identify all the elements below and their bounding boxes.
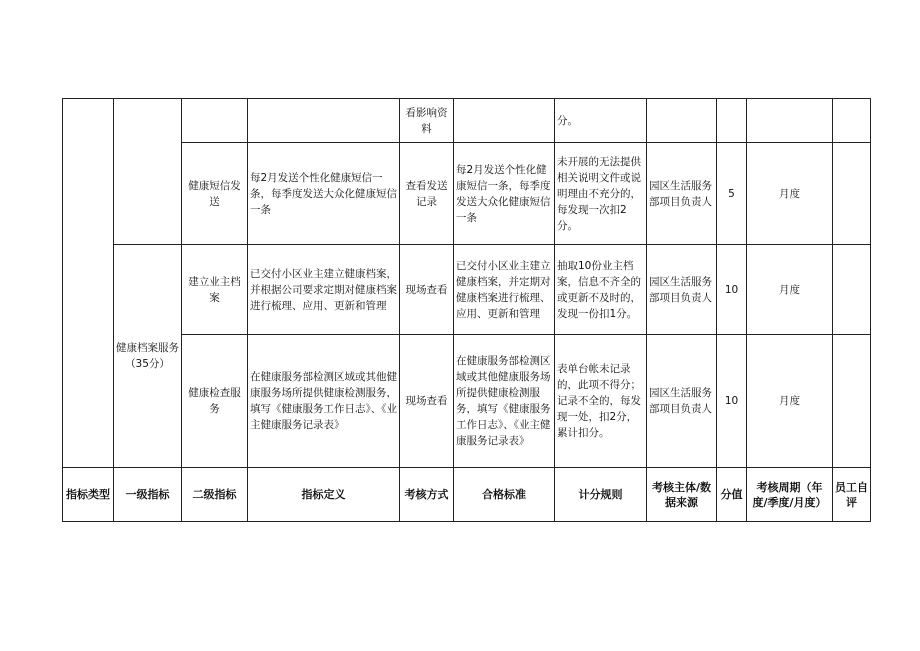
scoring-cell: 未开展的无法提供相关说明文件或说明理由不充分的，每发现一次扣2分。	[555, 143, 647, 245]
scoring-cell: 表单台帐未记录的，此项不得分；记录不全的，每发现一处，扣2分，累计扣分。	[555, 335, 647, 468]
table-header-row	[63, 468, 871, 522]
definition-cell	[248, 99, 400, 143]
standard-cell: 每2月发送个性化健康短信一条，每季度发送大众化健康短信一条	[454, 143, 555, 245]
owner-cell: 园区生活服务部项目负责人	[647, 245, 717, 335]
method-cell: 现场查看	[400, 245, 454, 335]
standard-cell: 在健康服务部检测区域或其他健康服务场所提供健康检测服务，填写《健康服务工作日志》、《业主健康服务记录表》	[454, 335, 555, 468]
definition-cell: 已交付小区业主建立健康档案，并根据公司要求定期对健康档案进行梳理、应用、更新和管理	[248, 245, 400, 335]
level1-cell: 健康档案服务（35分）	[114, 245, 182, 468]
header-standard: 合格标准	[454, 468, 555, 522]
owner-cell	[647, 99, 717, 143]
type-cell	[63, 99, 114, 468]
self-eval-cell	[833, 335, 871, 468]
weight-cell: 10	[717, 245, 747, 335]
header-method: 考核方式	[400, 468, 454, 522]
table-row	[63, 335, 871, 468]
weight-cell: 10	[717, 335, 747, 468]
table-row	[63, 99, 871, 143]
self-eval-cell	[833, 99, 871, 143]
period-cell	[747, 99, 833, 143]
level2-cell: 健康检查服务	[182, 335, 248, 468]
standard-cell	[454, 99, 555, 143]
header-self-eval: 员工自评	[833, 468, 871, 522]
method-cell: 现场查看	[400, 335, 454, 468]
period-cell: 月度	[747, 143, 833, 245]
header-definition: 指标定义	[248, 468, 400, 522]
weight-cell: 5	[717, 143, 747, 245]
header-scoring: 计分规则	[555, 468, 647, 522]
weight-cell	[717, 99, 747, 143]
level2-cell	[182, 99, 248, 143]
self-eval-cell	[833, 143, 871, 245]
header-type: 指标类型	[63, 468, 114, 522]
header-level2: 二级指标	[182, 468, 248, 522]
level2-cell: 健康短信发送	[182, 143, 248, 245]
method-cell: 查看发送记录	[400, 143, 454, 245]
owner-cell: 园区生活服务部项目负责人	[647, 143, 717, 245]
period-cell: 月度	[747, 245, 833, 335]
level1-cell	[114, 99, 182, 245]
header-weight: 分值	[717, 468, 747, 522]
standard-cell: 已交付小区业主建立健康档案，并定期对健康档案进行梳理、应用、更新和管理	[454, 245, 555, 335]
scoring-cell: 抽取10份业主档案，信息不齐全的或更新不及时的，发现一份扣1分。	[555, 245, 647, 335]
owner-cell: 园区生活服务部项目负责人	[647, 335, 717, 468]
table-row	[63, 143, 871, 245]
definition-cell: 在健康服务部检测区域或其他健康服务场所提供健康检测服务，填写《健康服务工作日志》、《业主健康服务记录表》	[248, 335, 400, 468]
method-cell: 看影响资料	[400, 99, 454, 143]
level2-cell: 建立业主档案	[182, 245, 248, 335]
header-owner: 考核主体/数据来源	[647, 468, 717, 522]
table-row	[63, 245, 871, 335]
self-eval-cell	[833, 245, 871, 335]
kpi-table	[62, 98, 871, 522]
scoring-cell: 分。	[555, 99, 647, 143]
header-level1: 一级指标	[114, 468, 182, 522]
definition-cell: 每2月发送个性化健康短信一条，每季度发送大众化健康短信一条	[248, 143, 400, 245]
period-cell: 月度	[747, 335, 833, 468]
header-period: 考核周期（年度/季度/月度）	[747, 468, 833, 522]
